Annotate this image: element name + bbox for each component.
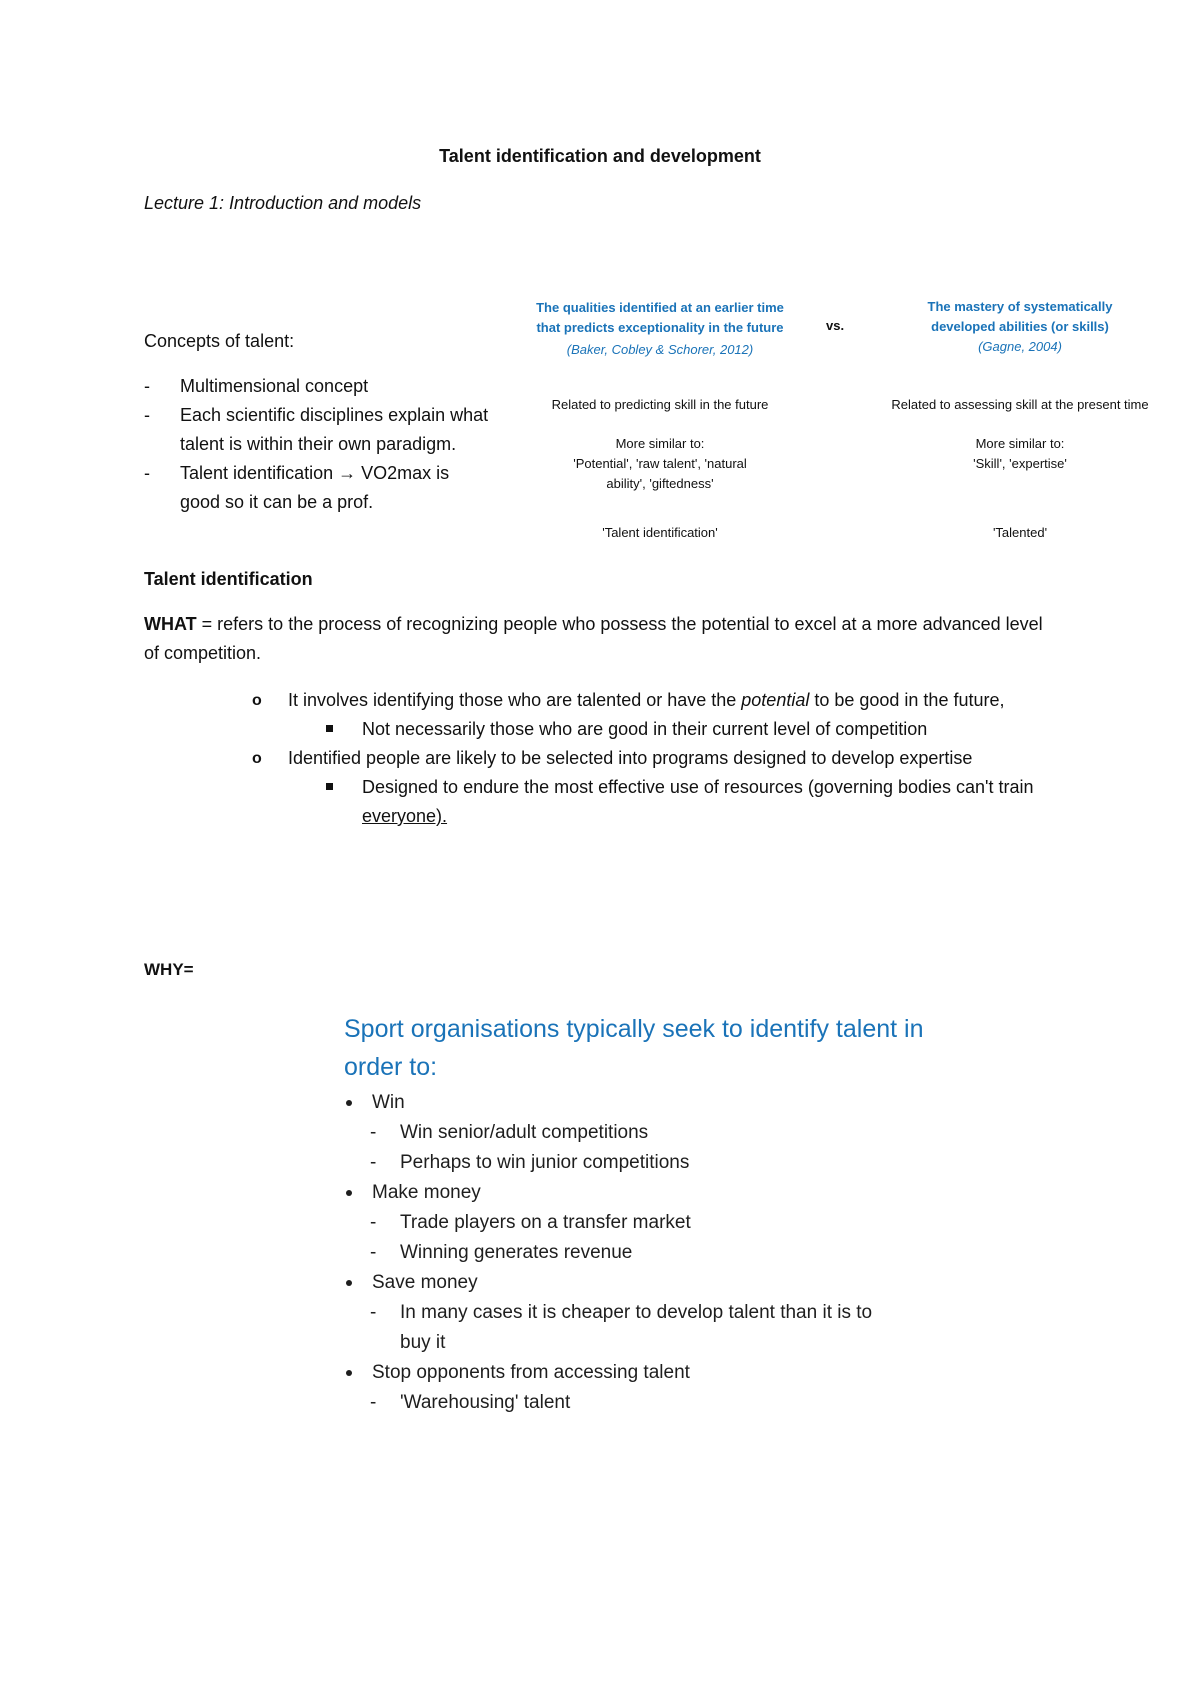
circle-bullet-icon: o: [252, 750, 262, 767]
concepts-heading: Concepts of talent:: [144, 331, 295, 351]
slide-bullet-text: Save money: [372, 1272, 478, 1293]
document-title: Talent identification and development: [439, 146, 761, 166]
concept-item: - Multimensional concept: [144, 372, 494, 401]
dash-icon: -: [370, 1122, 377, 1143]
slide-title: Sport organisations typically seek to identify talent in order to:: [344, 1015, 924, 1081]
slide-sub-text: Perhaps to win junior competitions: [400, 1152, 690, 1173]
slide-sub-bullet: [344, 1208, 964, 1238]
dash-icon: -: [370, 1212, 377, 1233]
concepts-list: [144, 372, 494, 517]
left-related: Related to predicting skill in the future: [551, 397, 769, 412]
slide-bullet-text: Make money: [372, 1182, 481, 1203]
dash-icon: -: [370, 1242, 377, 1263]
slide-sub-text: Win senior/adult competitions: [400, 1122, 649, 1143]
concept-item: - Talent identification → VO2max is good so it can be a prof.: [144, 459, 494, 517]
dash-icon: -: [370, 1302, 377, 1323]
what-paragraph: [144, 610, 1044, 668]
bullet-icon: [346, 1280, 352, 1286]
slide-bullet: [344, 1358, 964, 1388]
why-label: WHY=: [144, 960, 194, 979]
what-label: WHAT: [144, 614, 197, 634]
slide-sub-bullet: [344, 1148, 964, 1178]
right-similar-terms: 'Skill', 'expertise': [973, 456, 1067, 471]
slide-bullet: [344, 1088, 964, 1118]
point-text: Identified people are likely to be selected into programs designed to develop expertise: [288, 748, 973, 768]
slide-sub-bullet: [344, 1388, 964, 1418]
slide-bullet-text: Win: [372, 1092, 405, 1113]
right-related: Related to assessing skill at the present time: [891, 397, 1149, 412]
point-text-end: to be good in the future,: [809, 690, 1005, 710]
sub-point-text: Not necessarily those who are good in their current level of competition: [362, 719, 928, 739]
right-citation: (Gagne, 2004): [978, 339, 1062, 354]
right-similar-label: More similar to:: [975, 436, 1065, 451]
sub-point-item: [252, 773, 1092, 831]
slide-sub-bullet: [344, 1298, 900, 1358]
left-term: 'Talent identification': [602, 525, 718, 540]
point-text: It involves identifying those who are talented or have the: [288, 690, 742, 710]
square-bullet-icon: [326, 783, 333, 790]
comparison-right-definition: [870, 297, 1170, 357]
sub-point-underlined: everyone).: [362, 806, 448, 826]
square-bullet-icon: [326, 725, 333, 732]
why-slide: [344, 1010, 964, 1418]
left-citation: (Baker, Cobley & Schorer, 2012): [566, 342, 754, 357]
right-term: 'Talented': [992, 525, 1048, 540]
concept-item: - Each scientific disciplines explain what talent is within their own paradigm.: [144, 401, 494, 459]
left-definition-text: The qualities identified at an earlier time that predicts exceptionality in the future: [536, 300, 784, 335]
slide-bullet: [344, 1178, 964, 1208]
talent-identification-heading: Talent identification: [144, 569, 313, 589]
slide-bullet-text: Stop opponents from accessing talent: [372, 1362, 690, 1383]
dash-icon: -: [370, 1152, 377, 1173]
slide-sub-text: In many cases it is cheaper to develop talent than it is to buy it: [400, 1302, 873, 1353]
point-item: [252, 744, 1092, 773]
slide-bullet: [344, 1268, 964, 1298]
point-emphasis: potential: [741, 690, 810, 710]
slide-sub-text: Winning generates revenue: [400, 1242, 633, 1263]
slide-sub-bullet: [344, 1238, 964, 1268]
what-text: = refers to the process of recognizing people who possess the potential to excel at a more advanced level of competition.: [144, 614, 1043, 663]
vs-label: vs.: [826, 318, 845, 333]
left-similar-terms: 'Potential', 'raw talent', 'natural ability', 'giftedness': [573, 456, 747, 491]
talent-id-points: [252, 686, 1092, 831]
right-similar: [870, 434, 1170, 474]
left-similar: [510, 434, 810, 494]
bullet-icon: [346, 1100, 352, 1106]
slide-sub-text: Trade players on a transfer market: [400, 1212, 691, 1233]
sub-point-item: [252, 715, 1092, 744]
point-item: [252, 686, 1092, 715]
lecture-subtitle: Lecture 1: Introduction and models: [144, 193, 422, 213]
slide-sub-text: 'Warehousing' talent: [400, 1392, 571, 1413]
comparison-left-definition: [510, 298, 810, 360]
sub-point-text: Designed to endure the most effective use of resources (governing bodies can't train: [362, 777, 1034, 797]
left-similar-label: More similar to:: [615, 436, 705, 451]
bullet-icon: [346, 1190, 352, 1196]
circle-bullet-icon: o: [252, 692, 262, 709]
dash-icon: -: [370, 1392, 377, 1413]
slide-sub-bullet: [344, 1118, 964, 1148]
right-definition-text: The mastery of systematically developed abilities (or skills): [927, 299, 1113, 334]
bullet-icon: [346, 1370, 352, 1376]
